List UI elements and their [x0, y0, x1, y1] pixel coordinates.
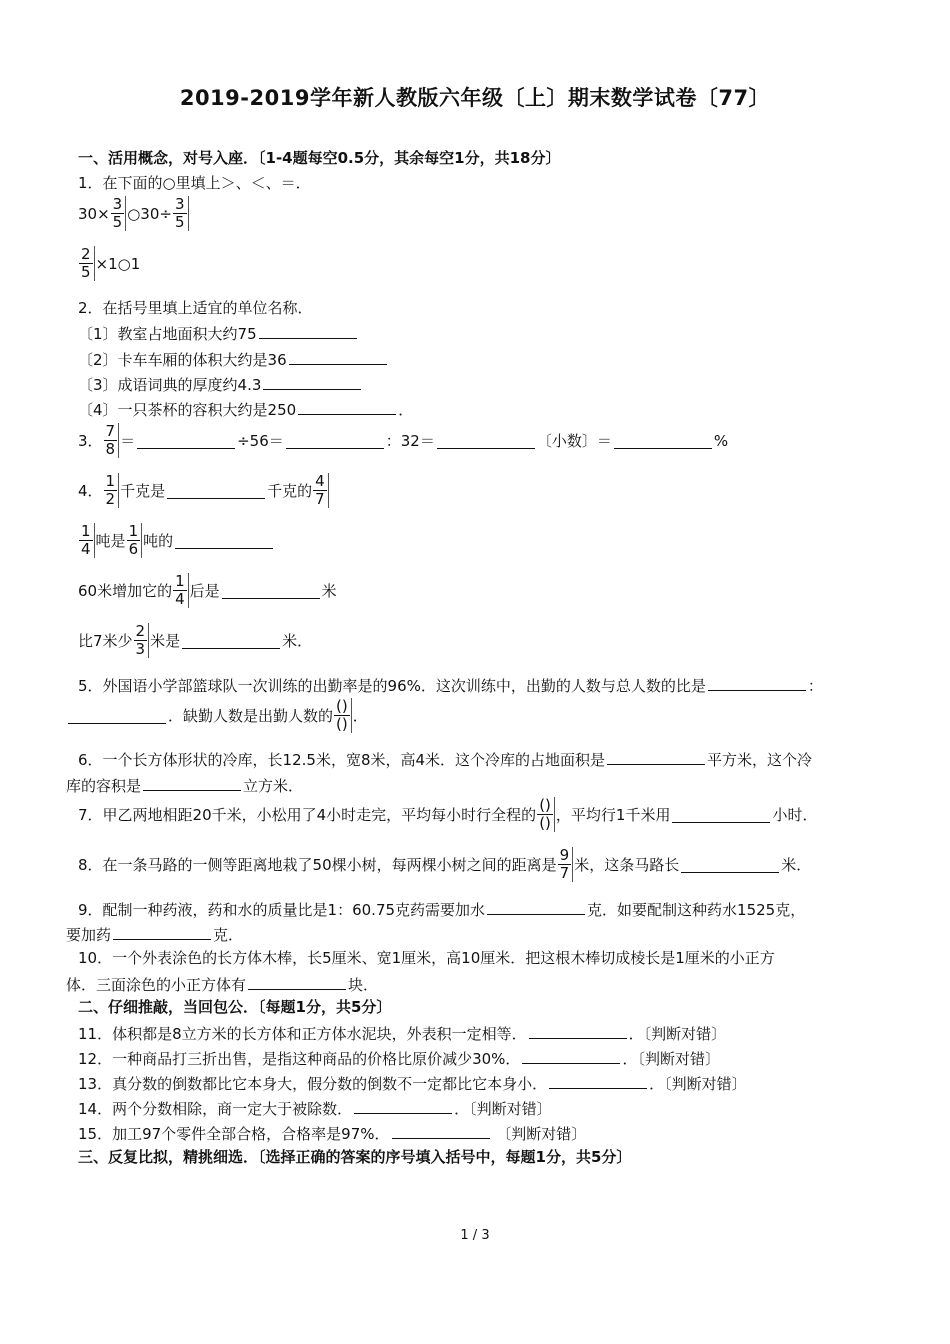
q1-text: 1．在下面的○里填上＞、＜、＝．: [78, 174, 311, 192]
answer-blank[interactable]: [354, 1097, 452, 1114]
fraction-3-5: $\frac{3}{5}$: [111, 196, 127, 231]
q2-part-1: 〔1〕教室占地面积大约75: [78, 322, 359, 344]
fraction-1-2: $\frac{1}{2}$: [104, 473, 120, 508]
q11: 11．体积都是8立方米的长方体和正方体水泥块，外表积一定相等． ．〔判断对错〕: [78, 1022, 726, 1044]
fraction-2-5: $\frac{2}{5}$: [79, 246, 95, 281]
answer-blank[interactable]: [259, 322, 357, 339]
answer-blank[interactable]: [289, 348, 387, 365]
answer-blank[interactable]: [522, 1047, 620, 1064]
q5-line-1: 5．外国语小学部篮球队一次训练的出勤率是的96%．这次训练中，出勤的人数与总人数的比是 ：: [78, 674, 823, 696]
fraction-7-8: $\frac{7}{8}$: [104, 423, 120, 458]
q6-line-2: 库的容积是 立方米．: [66, 774, 303, 796]
answer-blank[interactable]: [437, 432, 535, 449]
q2-part-4: 〔4〕一只茶杯的容积大约是250 ．: [78, 398, 413, 420]
answer-blank[interactable]: [392, 1122, 490, 1139]
page-number: 1 / 3: [460, 1228, 490, 1243]
answer-blank[interactable]: [614, 432, 712, 449]
q2-part-2: 〔2〕卡车车厢的体积大约是36: [78, 348, 389, 370]
q4-part-1: 4． $\frac{1}{2}$ 千克是 千克的 $\frac{4}{7}$: [78, 473, 330, 508]
q1-a-mid: ○30÷: [127, 204, 172, 223]
fraction-4-7: $\frac{4}{7}$: [313, 473, 329, 508]
q9-line-1: 9．配制一种药液，药和水的质量比是1：60.75克药需要加水 克．如要配制这种药水1525克，: [78, 898, 805, 920]
q1-expression-b: [78, 246, 140, 281]
q10-line-2: 体．三面涂色的小正方体有 块．: [66, 973, 378, 995]
answer-blank[interactable]: [68, 707, 166, 724]
answer-blank[interactable]: [182, 632, 280, 649]
q7: 7．甲乙两地相距20千米，小松用了4小时走完，平均每小时行全程的 $\frac{()}{()}$ ，平均行1千米用 小时．: [78, 796, 818, 832]
answer-blank[interactable]: [263, 373, 361, 390]
section-3-heading: 三、反复比拟，精挑细选．〔选择正确的答案的序号填入括号中，每题1分，共5分〕: [78, 1148, 632, 1166]
q8: 8．在一条马路的一侧等距离地栽了50棵小树，每两棵小树之间的距离是 $\frac{9}{7}$ 米，这条马路长 米．: [78, 846, 812, 882]
fraction-paren[interactable]: $\frac{()}{()}$: [334, 698, 352, 733]
answer-blank[interactable]: [175, 532, 273, 549]
answer-blank[interactable]: [143, 774, 241, 791]
q2-part-3: 〔3〕成语词典的厚度约4.3: [78, 373, 363, 395]
q4-part-4: 比7米少 $\frac{2}{3}$ 米是 米．: [78, 622, 313, 658]
answer-blank[interactable]: [248, 973, 346, 990]
answer-blank[interactable]: [113, 923, 211, 940]
q14: 14．两个分数相除，商一定大于被除数． ．〔判断对错〕: [78, 1097, 552, 1119]
q4-part-2: $\frac{1}{4}$ 吨是 $\frac{1}{6}$ 吨的: [78, 523, 275, 558]
answer-blank[interactable]: [549, 1072, 647, 1089]
fraction-1-6: $\frac{1}{6}$: [127, 523, 143, 558]
page-title: 2019-2019学年新人教版六年级〔上〕期末数学试卷〔77〕: [179, 86, 771, 110]
q1-b-right: ×1○1: [95, 254, 141, 273]
section-2-heading: 二、仔细推敲，当回包公．〔每题1分，共5分〕: [78, 998, 392, 1016]
q5-line-2: ．缺勤人数是出勤人数的 $\frac{()}{()}$ ．: [66, 698, 368, 733]
answer-blank[interactable]: [529, 1022, 627, 1039]
fraction-3-5: $\frac{3}{5}$: [173, 196, 189, 231]
answer-blank[interactable]: [672, 806, 770, 823]
answer-blank[interactable]: [708, 674, 806, 691]
answer-blank[interactable]: [298, 398, 396, 415]
answer-blank[interactable]: [681, 856, 779, 873]
q9-line-2: 要加药 克．: [66, 923, 243, 945]
q1-a-left: 30×: [78, 204, 110, 223]
fraction-paren[interactable]: $\frac{()}{()}$: [537, 797, 555, 832]
fraction-1-4: $\frac{1}{4}$: [173, 573, 189, 608]
fraction-9-7: $\frac{9}{7}$: [558, 847, 574, 882]
q13: 13．真分数的倒数都比它本身大，假分数的倒数不一定都比它本身小． ．〔判断对错〕: [78, 1072, 747, 1094]
answer-blank[interactable]: [607, 748, 705, 765]
q3: 3． $\frac{7}{8}$ ＝ ÷56＝ ：32＝ 〔小数〕＝ %: [78, 422, 729, 458]
answer-blank[interactable]: [222, 582, 320, 599]
answer-blank[interactable]: [487, 898, 585, 915]
q15: 15．加工97个零件全部合格，合格率是97%． 〔判断对错〕: [78, 1122, 586, 1144]
section-1-heading: 一、活用概念，对号入座．〔1-4题每空0.5分，其余每空1分，共18分〕: [78, 149, 561, 167]
fraction-2-3: $\frac{2}{3}$: [134, 623, 150, 658]
q6-line-1: 6．一个长方体形状的冷库，长12.5米，宽8米，高4米．这个冷库的占地面积是 平方米，这个冷: [78, 748, 812, 770]
answer-blank[interactable]: [137, 432, 235, 449]
fraction-1-4: $\frac{1}{4}$: [79, 523, 95, 558]
q2-text: 2．在括号里填上适宜的单位名称．: [78, 299, 313, 317]
q1-expression-a: [78, 196, 190, 231]
q4-part-3: 60米增加它的 $\frac{1}{4}$ 后是 米: [78, 572, 337, 608]
answer-blank[interactable]: [286, 432, 384, 449]
answer-blank[interactable]: [167, 482, 265, 499]
q12: 12．一种商品打三折出售，是指这种商品的价格比原价减少30%． ．〔判断对错〕: [78, 1047, 720, 1069]
q10-line-1: 10．一个外表涂色的长方体木棒，长5厘米、宽1厘米，高10厘米．把这根木棒切成棱长是1厘米的小正方: [78, 949, 775, 967]
